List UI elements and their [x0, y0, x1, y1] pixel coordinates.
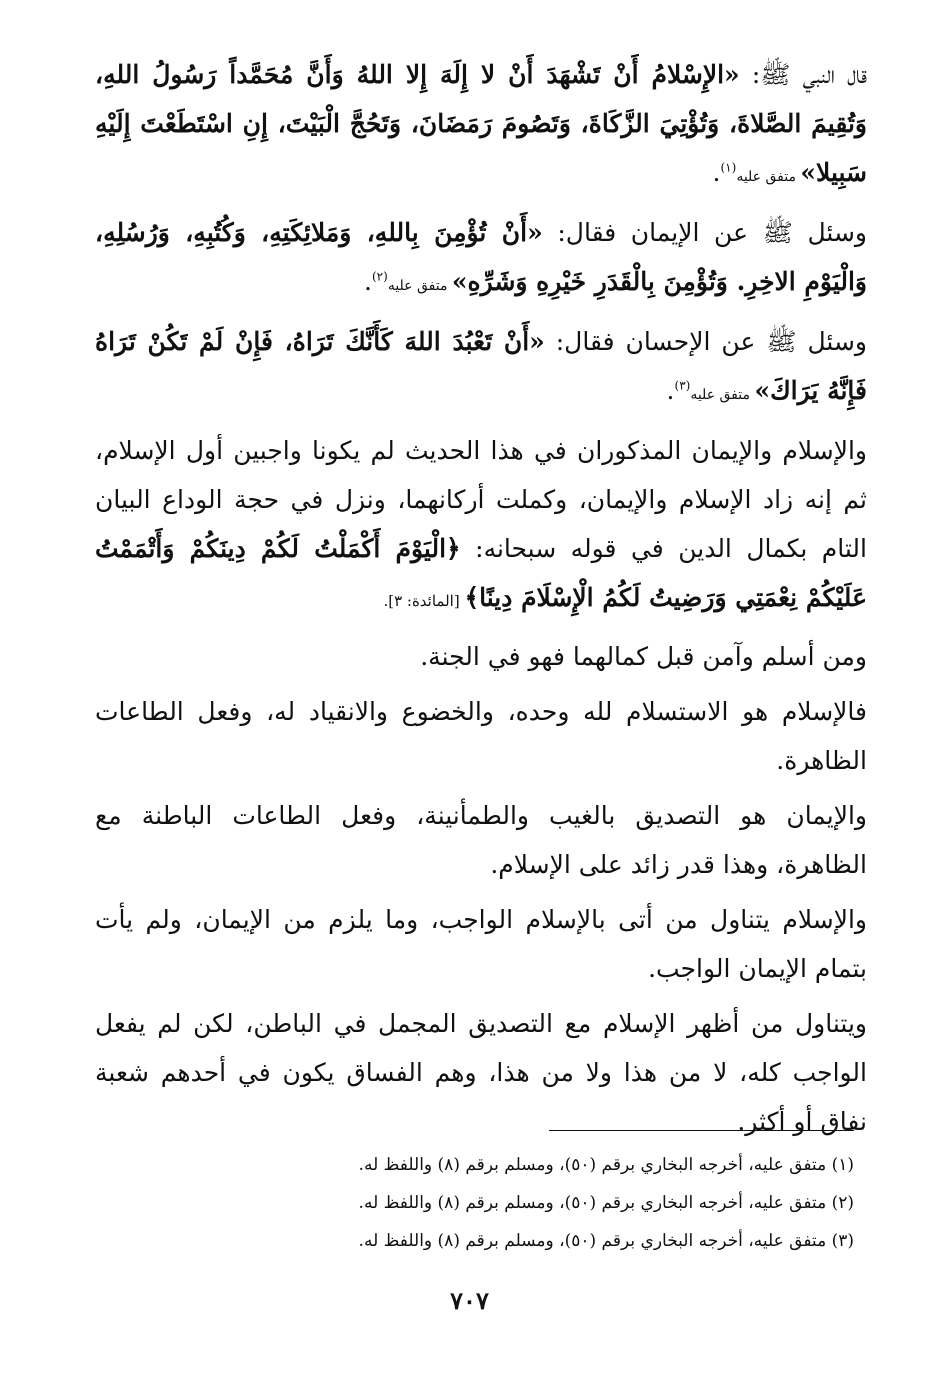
main-text [95, 50, 867, 1146]
sura-reference: [المائدة: ٣]. [383, 592, 465, 610]
hadith-text: «الإِسْلامُ أَنْ تَشْهَدَ أَنْ لا إِلَهَ إِلا اللهُ وَأَنَّ مُحَمَّداً رَسُولُ اللهِ، وَتُقِيمَ الصَّلاةَ، وَتُؤْتِيَ الزَّكَاةَ، وَتَصُومَ رَمَضَانَ، وَتَحُجَّ الْبَيْتَ، إِنِ اسْتَطَعْتَ إِلَيْهِ سَبِيلا» [95, 60, 867, 187]
paragraph: والإسلام يتناول من أتى بالإسلام الواجب، وما يلزم من الإيمان، ولم يأت بتمام الإيمان الواجب. [95, 905, 867, 983]
page-number: ٧٠٧ [450, 1286, 489, 1315]
reference-label: متفق عليه [690, 387, 755, 403]
footnote-item: (١) متفق عليه، أخرجه البخاري برقم (٥٠)، ومسلم برقم (٨) واللفظ له. [358, 1155, 854, 1175]
footnote-item: (٢) متفق عليه، أخرجه البخاري برقم (٥٠)، ومسلم برقم (٨) واللفظ له. [358, 1193, 854, 1213]
paragraph: فالإسلام هو الاستسلام لله وحده، والخضوع والانقياد له، وفعل الطاعات الظاهرة. [95, 697, 867, 775]
footnotes [358, 1146, 854, 1260]
hadith-text: «أَنْ تُؤْمِنَ بِاللهِ، وَمَلائِكَتِهِ، وَكُتُبِهِ، وَرُسُلِهِ، وَالْيَوْمِ الاخِرِ. وَتُؤْمِنَ بِالْقَدَرِ خَيْرِهِ وَشَرِّهِ» [95, 218, 867, 296]
reference-label: متفق عليه [736, 169, 801, 185]
footnote-marker: (٣) [674, 378, 691, 393]
hadith-islam-paragraph: قال النبي ﷺ: «الإِسْلامُ أَنْ تَشْهَدَ أَنْ لا إِلَهَ إِلا اللهُ وَأَنَّ مُحَمَّداً رَسُولُ اللهِ، وَتُقِيمَ الصَّلاةَ، وَتُؤْتِيَ الزَّكَاةَ، وَتَصُومَ رَمَضَانَ، وَتَحُجَّ الْبَيْتَ، إِنِ اسْتَطَعْتَ إِلَيْهِ سَبِيلا» متفق عليه$^{(١)}$. [95, 60, 867, 187]
footnote-divider [549, 1130, 854, 1131]
footnote-marker: (٢) [371, 269, 388, 284]
intro-text: وسئل ﷺ عن الإيمان فقال: [542, 218, 867, 247]
intro-text: وسئل ﷺ عن الإحسان فقال: [544, 327, 867, 356]
islam-iman-paragraph [95, 426, 867, 626]
hadith-iman-paragraph: وسئل ﷺ عن الإيمان فقال: «أَنْ تُؤْمِنَ بِاللهِ، وَمَلائِكَتِهِ، وَكُتُبِهِ، وَرُسُلِهِ، وَالْيَوْمِ الاخِرِ. وَتُؤْمِنَ بِالْقَدَرِ خَيْرِهِ وَشَرِّهِ» متفق عليه$^{(٢)}$. [95, 218, 867, 296]
hadith-ihsan-paragraph: وسئل ﷺ عن الإحسان فقال: «أَنْ تَعْبُدَ اللهَ كَأَنَّكَ تَرَاهُ، فَإِنْ لَمْ تَكُنْ تَرَاهُ فَإِنَّهُ يَرَاكَ» متفق عليه$^{(٣)}$. [95, 327, 867, 405]
paragraph-text: والإسلام والإيمان المذكوران في هذا الحديث لم يكونا واجبين أول الإسلام، ثم إنه زاد الإسلام والإيمان، وكملت أركانهما، ونزل في حجة الوداع البيان التام بكمال الدين في قوله سبحانه: [95, 436, 867, 563]
hadith-text: «أَنْ تَعْبُدَ اللهَ كَأَنَّكَ تَرَاهُ، فَإِنْ لَمْ تَكُنْ تَرَاهُ فَإِنَّهُ يَرَاكَ» [95, 327, 867, 405]
paragraph: ومن أسلم وآمن قبل كمالهما فهو في الجنة. [420, 642, 867, 671]
footnote-marker: (١) [720, 160, 737, 175]
paragraph: والإيمان هو التصديق بالغيب والطمأنينة، وفعل الطاعات الباطنة مع الظاهرة، وهذا قدر زائد على الإسلام. [95, 801, 867, 879]
reference-label: متفق عليه [387, 278, 452, 294]
paragraph: ويتناول من أظهر الإسلام مع التصديق المجمل في الباطن، لكن لم يفعل الواجب كله، لا من هذا ولا من هذا، وهم الفساق يكون في أحدهم شعبة نفاق أو أكثر. [95, 1009, 867, 1136]
footnote-item: (٣) متفق عليه، أخرجه البخاري برقم (٥٠)، ومسلم برقم (٨) واللفظ له. [358, 1231, 854, 1251]
intro-text: قال النبي ﷺ: [739, 60, 867, 89]
quran-verse: ﴿الْيَوْمَ أَكْمَلْتُ لَكُمْ دِينَكُمْ وَأَتْمَمْتُ عَلَيْكُمْ نِعْمَتِي وَرَضِيتُ لَكُمُ الْإِسْلَامَ دِينًا﴾ [95, 534, 867, 612]
